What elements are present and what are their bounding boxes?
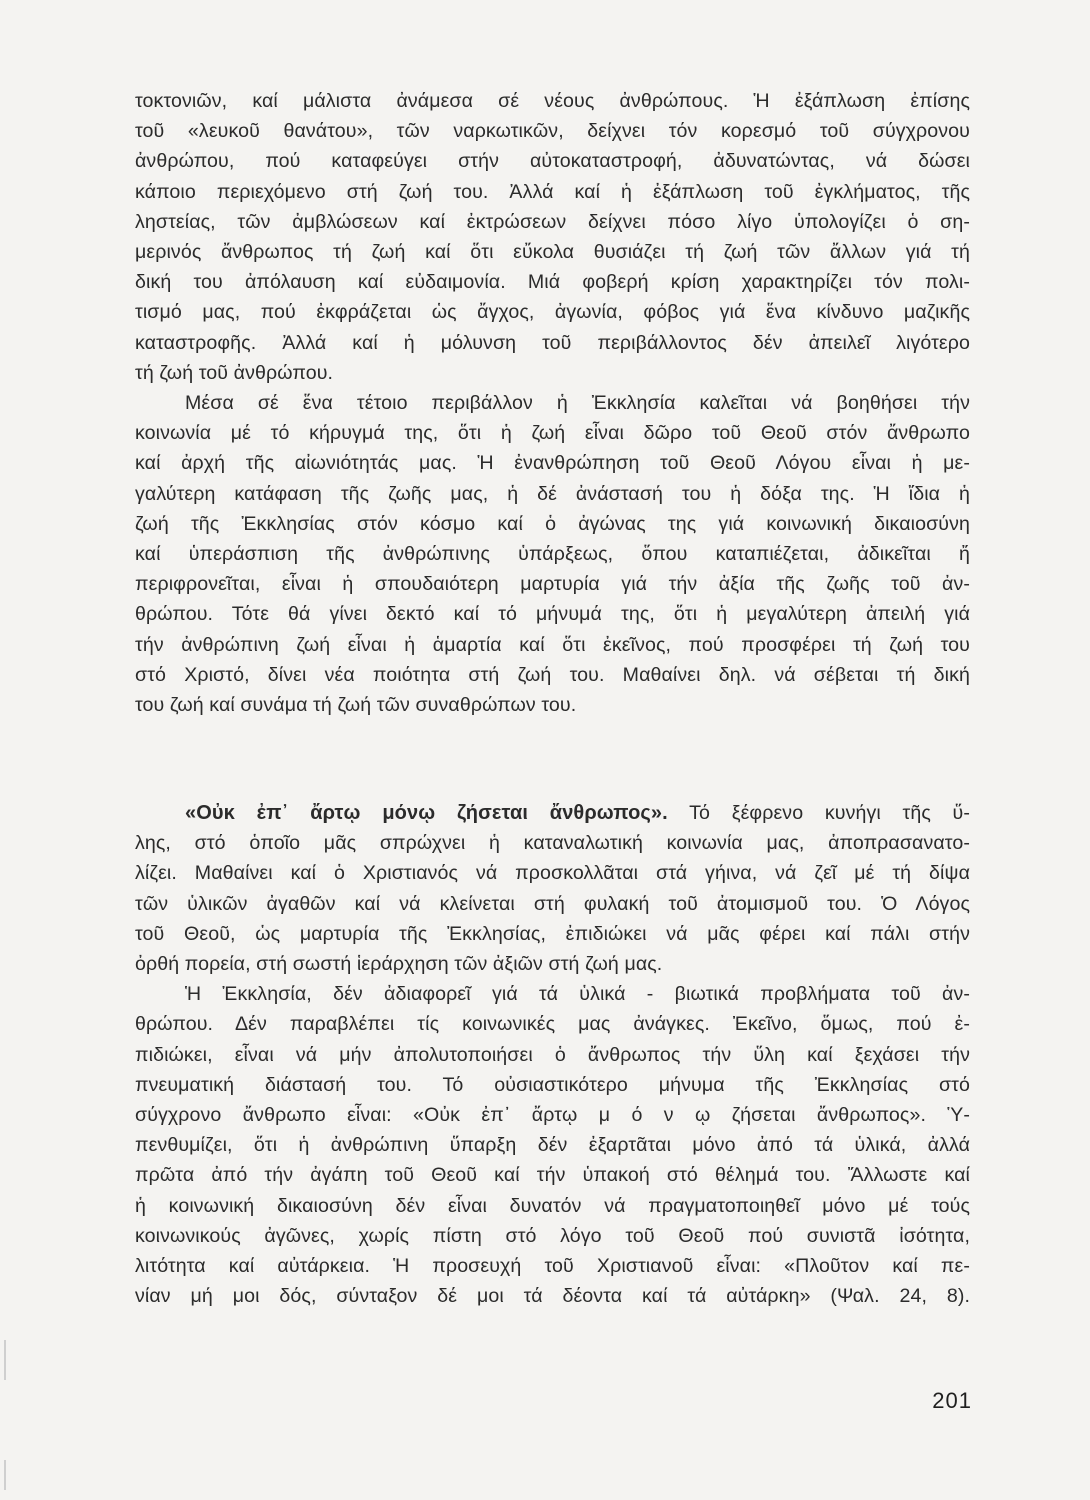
text-line: τή ζωή τοῦ ἀνθρώπου. bbox=[135, 361, 334, 384]
text-line: στό Χριστό, δίνει νέα ποιότητα στή ζωή του. Μαθαίνει δηλ. νά σέβεται τή δική bbox=[135, 663, 970, 686]
text-line: ζωή τῆς Ἐκκλησίας στόν κόσμο καί ὁ ἀγώνας της γιά κοινωνική δικαιοσύνη bbox=[135, 512, 970, 535]
text-line: τοῦ Θεοῦ, ὡς μαρτυρία τῆς Ἐκκλησίας, ἐπιδιώκει νά μᾶς φέρει καί πάλι στήν bbox=[135, 922, 970, 945]
page-number: 201 bbox=[932, 1388, 972, 1413]
text-line: καί ὑπεράσπιση τῆς ἀνθρώπινης ὑπάρξεως, ὅπου καταπιέζεται, ἀδικεῖται ἤ bbox=[135, 543, 970, 566]
scan-edge-mark bbox=[4, 1340, 6, 1380]
text-line: μερινός ἄνθρωπος τή ζωή καί ὅτι εὔκολα θυσιάζει τή ζωή τῶν ἄλλων γιά τή bbox=[135, 241, 970, 264]
text-line: τοῦ «λευκοῦ θανάτου», τῶν ναρκωτικῶν, δείχνει τόν κορεσμό τοῦ σύγχρονου bbox=[135, 120, 970, 143]
text-line: καταστροφῆς. Ἀλλά καί ἡ μόλυνση τοῦ περιβάλλοντος δέν ἀπειλεῖ λιγότερο bbox=[135, 331, 970, 354]
text-line: ἀνθρώπου, πού καταφεύγει στήν αὐτοκαταστροφή, ἀδυνατώντας, νά δώσει bbox=[135, 150, 970, 173]
text-line: σύγχρονο ἄνθρωπο εἶναι: «Οὐκ ἐπ᾽ ἄρτῳ μ ό ν ῳ ζήσεται ἄνθρωπος». Ὑ- bbox=[135, 1104, 970, 1127]
text-line: περιφρονεῖται, εἶναι ἡ σπουδαιότερη μαρτυρία γιά τήν ἀξία τῆς ζωῆς τοῦ ἀν- bbox=[135, 573, 970, 596]
text-line: λης, στό ὁποῖο μᾶς σπρώχνει ἡ καταναλωτική κοινωνία μας, ἀποπρασανατο- bbox=[135, 832, 970, 855]
text-line: λίζει. Μαθαίνει καί ὁ Χριστιανός νά προσκολλᾶται στά γήινα, νά ζεῖ μέ τή δίψα bbox=[135, 862, 970, 885]
text-line: Ἡ Ἐκκλησία, δέν ἀδιαφορεῖ γιά τά ὑλικά - βιωτικά προβλήματα τοῦ ἀν- bbox=[185, 983, 970, 1006]
text-line: ὀρθή πορεία, στή σωστή ἱεράρχηση τῶν ἀξιῶν στή ζωή μας. bbox=[135, 953, 663, 976]
text-line: κάποιο περιεχόμενο στή ζωή του. Ἀλλά καί ἡ ἐξάπλωση τοῦ ἐγκλήματος, τῆς bbox=[135, 180, 970, 203]
text-line: θρώπου. Δέν παραβλέπει τίς κοινωνικές μας ἀνάγκες. Ἐκεῖνο, ὅμως, πού ἐ- bbox=[135, 1013, 970, 1036]
text-line: ἡ κοινωνική δικαιοσύνη δέν εἶναι δυνατόν νά πραγματοποιηθεῖ μόνο μέ τούς bbox=[135, 1194, 970, 1217]
text-line: νίαν μή μοι δός, σύνταξον δέ μοι τά δέοντα καί τά αὐτάρκη» (Ψαλ. 24, 8). bbox=[135, 1285, 970, 1308]
scan-edge-mark bbox=[4, 1460, 6, 1490]
text-line: τῶν ὑλικῶν ἀγαθῶν καί νά κλείνεται στή φυλακή τοῦ ἀτομισμοῦ του. Ὁ Λόγος bbox=[135, 892, 970, 915]
paragraphs-block-top bbox=[135, 86, 970, 720]
text-line: θρώπου. Τότε θά γίνει δεκτό καί τό μήνυμά της, ὅτι ἡ μεγαλύτερη ἀπειλή γιά bbox=[135, 603, 970, 626]
text-line: του ζωή καί συνάμα τή ζωή τῶν συναθρώπων του. bbox=[135, 694, 577, 717]
text-line: τισμό μας, πού ἐκφράζεται ὡς ἄγχος, ἀγωνία, φόβος γιά ἕνα κίνδυνο μαζικῆς bbox=[135, 301, 970, 324]
heading-line-rest: Τό ξέφρενο κυνήγι τῆς ὕ- bbox=[667, 802, 970, 824]
text-line: δική του ἀπόλαυση καί εὐδαιμονία. Μιά φοβερή κρίση χαρακτηρίζει τόν πολι- bbox=[135, 271, 970, 294]
paragraphs-block-bottom bbox=[135, 798, 970, 1311]
text-line: πιδιώκει, εἶναι νά μήν ἀπολυτοποιήσει ὁ ἄνθρωπος τήν ὕλη καί ξεχάσει τήν bbox=[135, 1043, 970, 1066]
text-line: λιτότητα καί αὐτάρκεια. Ἡ προσευχή τοῦ Χριστιανοῦ εἶναι: «Πλοῦτον καί πε- bbox=[135, 1255, 970, 1278]
text-line: πνευματική διάστασή του. Τό οὐσιαστικότερο μήνυμα τῆς Ἐκκλησίας στό bbox=[135, 1073, 970, 1096]
text-line: Μέσα σέ ἕνα τέτοιο περιβάλλον ἡ Ἐκκλησία καλεῖται νά βοηθήσει τήν bbox=[185, 392, 970, 415]
text-line: κοινωνικούς ἀγῶνες, χωρίς πίστη στό λόγο τοῦ Θεοῦ πού συνιστᾶ ἰσότητα, bbox=[135, 1224, 970, 1247]
text-line: κοινωνία μέ τό κήρυγμά της, ὅτι ἡ ζωή εἶναι δῶρο τοῦ Θεοῦ στόν ἄνθρωπο bbox=[135, 422, 970, 445]
section-heading: «Οὐκ ἐπ᾽ ἄρτῳ μόνῳ ζήσεται ἄνθρωπος». bbox=[185, 802, 668, 824]
text-line: πρῶτα ἀπό τήν ἀγάπη τοῦ Θεοῦ καί τήν ὑπακοή στό θέλημά του. Ἄλλωστε καί bbox=[135, 1164, 970, 1187]
text-line: τήν ἀνθρώπινη ζωή εἶναι ἡ ἁμαρτία καί ὅτι ἐκεῖνος, πού προσφέρει τή ζωή του bbox=[135, 633, 970, 656]
text-line: γαλύτερη κατάφαση τῆς ζωῆς μας, ἡ δέ ἀνάστασή του ἡ δόξα της. Ἡ ἴδια ἡ bbox=[135, 482, 970, 505]
text-line: πενθυμίζει, ὅτι ἡ ἀνθρώπινη ὕπαρξη δέν ἐξαρτᾶται μόνο ἀπό τά ὑλικά, ἀλλά bbox=[135, 1134, 970, 1157]
text-line: καί ἀρχή τῆς αἰωνιότητάς μας. Ἡ ἐνανθρώπηση τοῦ Θεοῦ Λόγου εἶναι ἡ με- bbox=[135, 452, 970, 475]
text-line: τοκτονιῶν, καί μάλιστα ἀνάμεσα σέ νέους ἀνθρώπους. Ἡ ἐξάπλωση ἐπίσης bbox=[135, 90, 970, 112]
section-heading-line bbox=[135, 798, 970, 828]
text-line: ληστείας, τῶν ἀμβλώσεων καί ἐκτρώσεων δείχνει πόσο λίγο ὑπολογίζει ὁ ση- bbox=[135, 210, 970, 233]
